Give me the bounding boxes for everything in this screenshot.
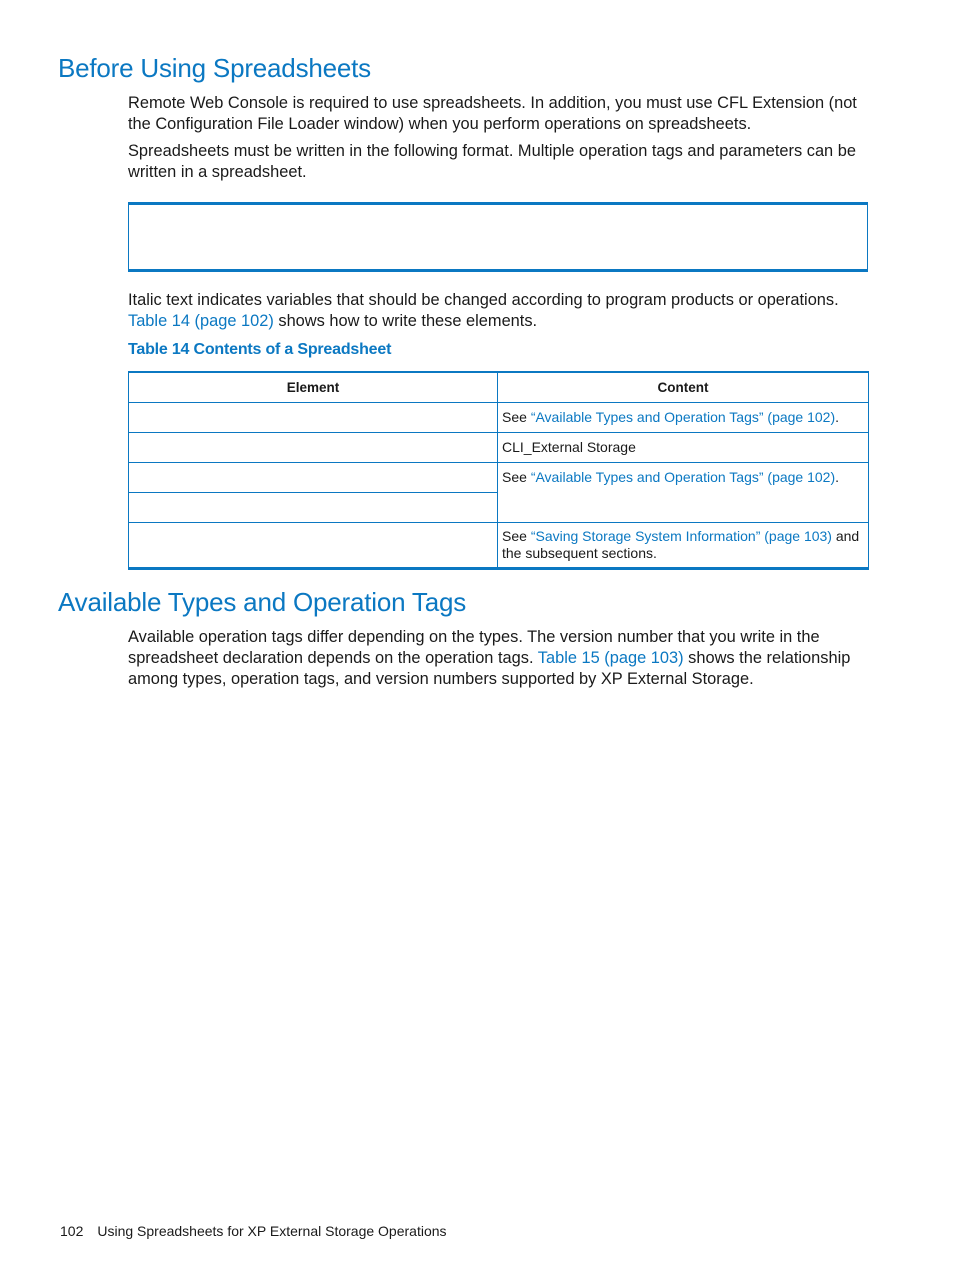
content-prefix: See (502, 528, 527, 544)
header-content: Content (498, 372, 869, 403)
table-row (129, 463, 869, 493)
table-row (129, 403, 869, 433)
content-prefix: See (502, 409, 527, 425)
content-cell: CLI_External Storage (498, 433, 869, 463)
available-types-link[interactable]: “Available Types and Operation Tags” (page 102) (530, 409, 836, 425)
element-cell (129, 403, 498, 433)
content-suffix: . (835, 409, 840, 425)
table-15-link[interactable]: Table 15 (page 103) (537, 649, 684, 667)
available-types-tail: shows the relationship among types, operation tags, and version numbers supported by XP External Storage. (128, 649, 851, 688)
element-cell (129, 433, 498, 463)
paragraph-format: Spreadsheets must be written in the following format. Multiple operation tags and parameters can be written in a spreadsheet. (128, 142, 856, 181)
page-number: 102 (60, 1223, 84, 1239)
page-footer (60, 1223, 447, 1239)
italic-note-tail: shows how to write these elements. (278, 312, 538, 330)
table-row (129, 523, 869, 569)
element-cell (129, 523, 498, 569)
table-row (129, 433, 869, 463)
content-cell (498, 403, 869, 433)
contents-table (128, 371, 869, 570)
table-14-link[interactable]: Table 14 (page 102) (128, 312, 274, 330)
content-suffix: . (835, 469, 840, 485)
table-header-row (129, 372, 869, 403)
paragraph-requirements: Remote Web Console is required to use spreadsheets. In addition, you must use CFL Extension (not the Configuration File Loader window) when you perform operations on spreadsheets. (128, 94, 857, 133)
paragraph-available-types (128, 627, 870, 690)
section-heading-available-types: Available Types and Operation Tags (58, 587, 467, 617)
spreadsheet-format-box (128, 202, 868, 272)
available-types-text: Available operation tags differ depending on the types. The version number that you write in the spreadsheet declaration depends on the operation tags. (128, 628, 820, 667)
element-cell (129, 463, 498, 493)
section-heading-before-using-spreadsheets: Before Using Spreadsheets (58, 53, 371, 83)
content-cell (498, 523, 869, 569)
element-cell (129, 493, 498, 523)
saving-storage-link[interactable]: “Saving Storage System Information” (page 103) (530, 528, 832, 544)
content-cell (498, 463, 869, 523)
available-types-link[interactable]: “Available Types and Operation Tags” (page 102) (530, 469, 836, 485)
footer-title: Using Spreadsheets for XP External Storage Operations (97, 1223, 447, 1239)
table-14-caption: Table 14 Contents of a Spreadsheet (128, 341, 392, 358)
content-suffix: and the subsequent sections. (502, 528, 860, 561)
content-prefix: See (502, 469, 527, 485)
italic-note-text: Italic text indicates variables that should be changed according to program products or operations. (128, 291, 839, 309)
paragraph-italic-note (128, 290, 870, 332)
header-element: Element (129, 372, 498, 403)
